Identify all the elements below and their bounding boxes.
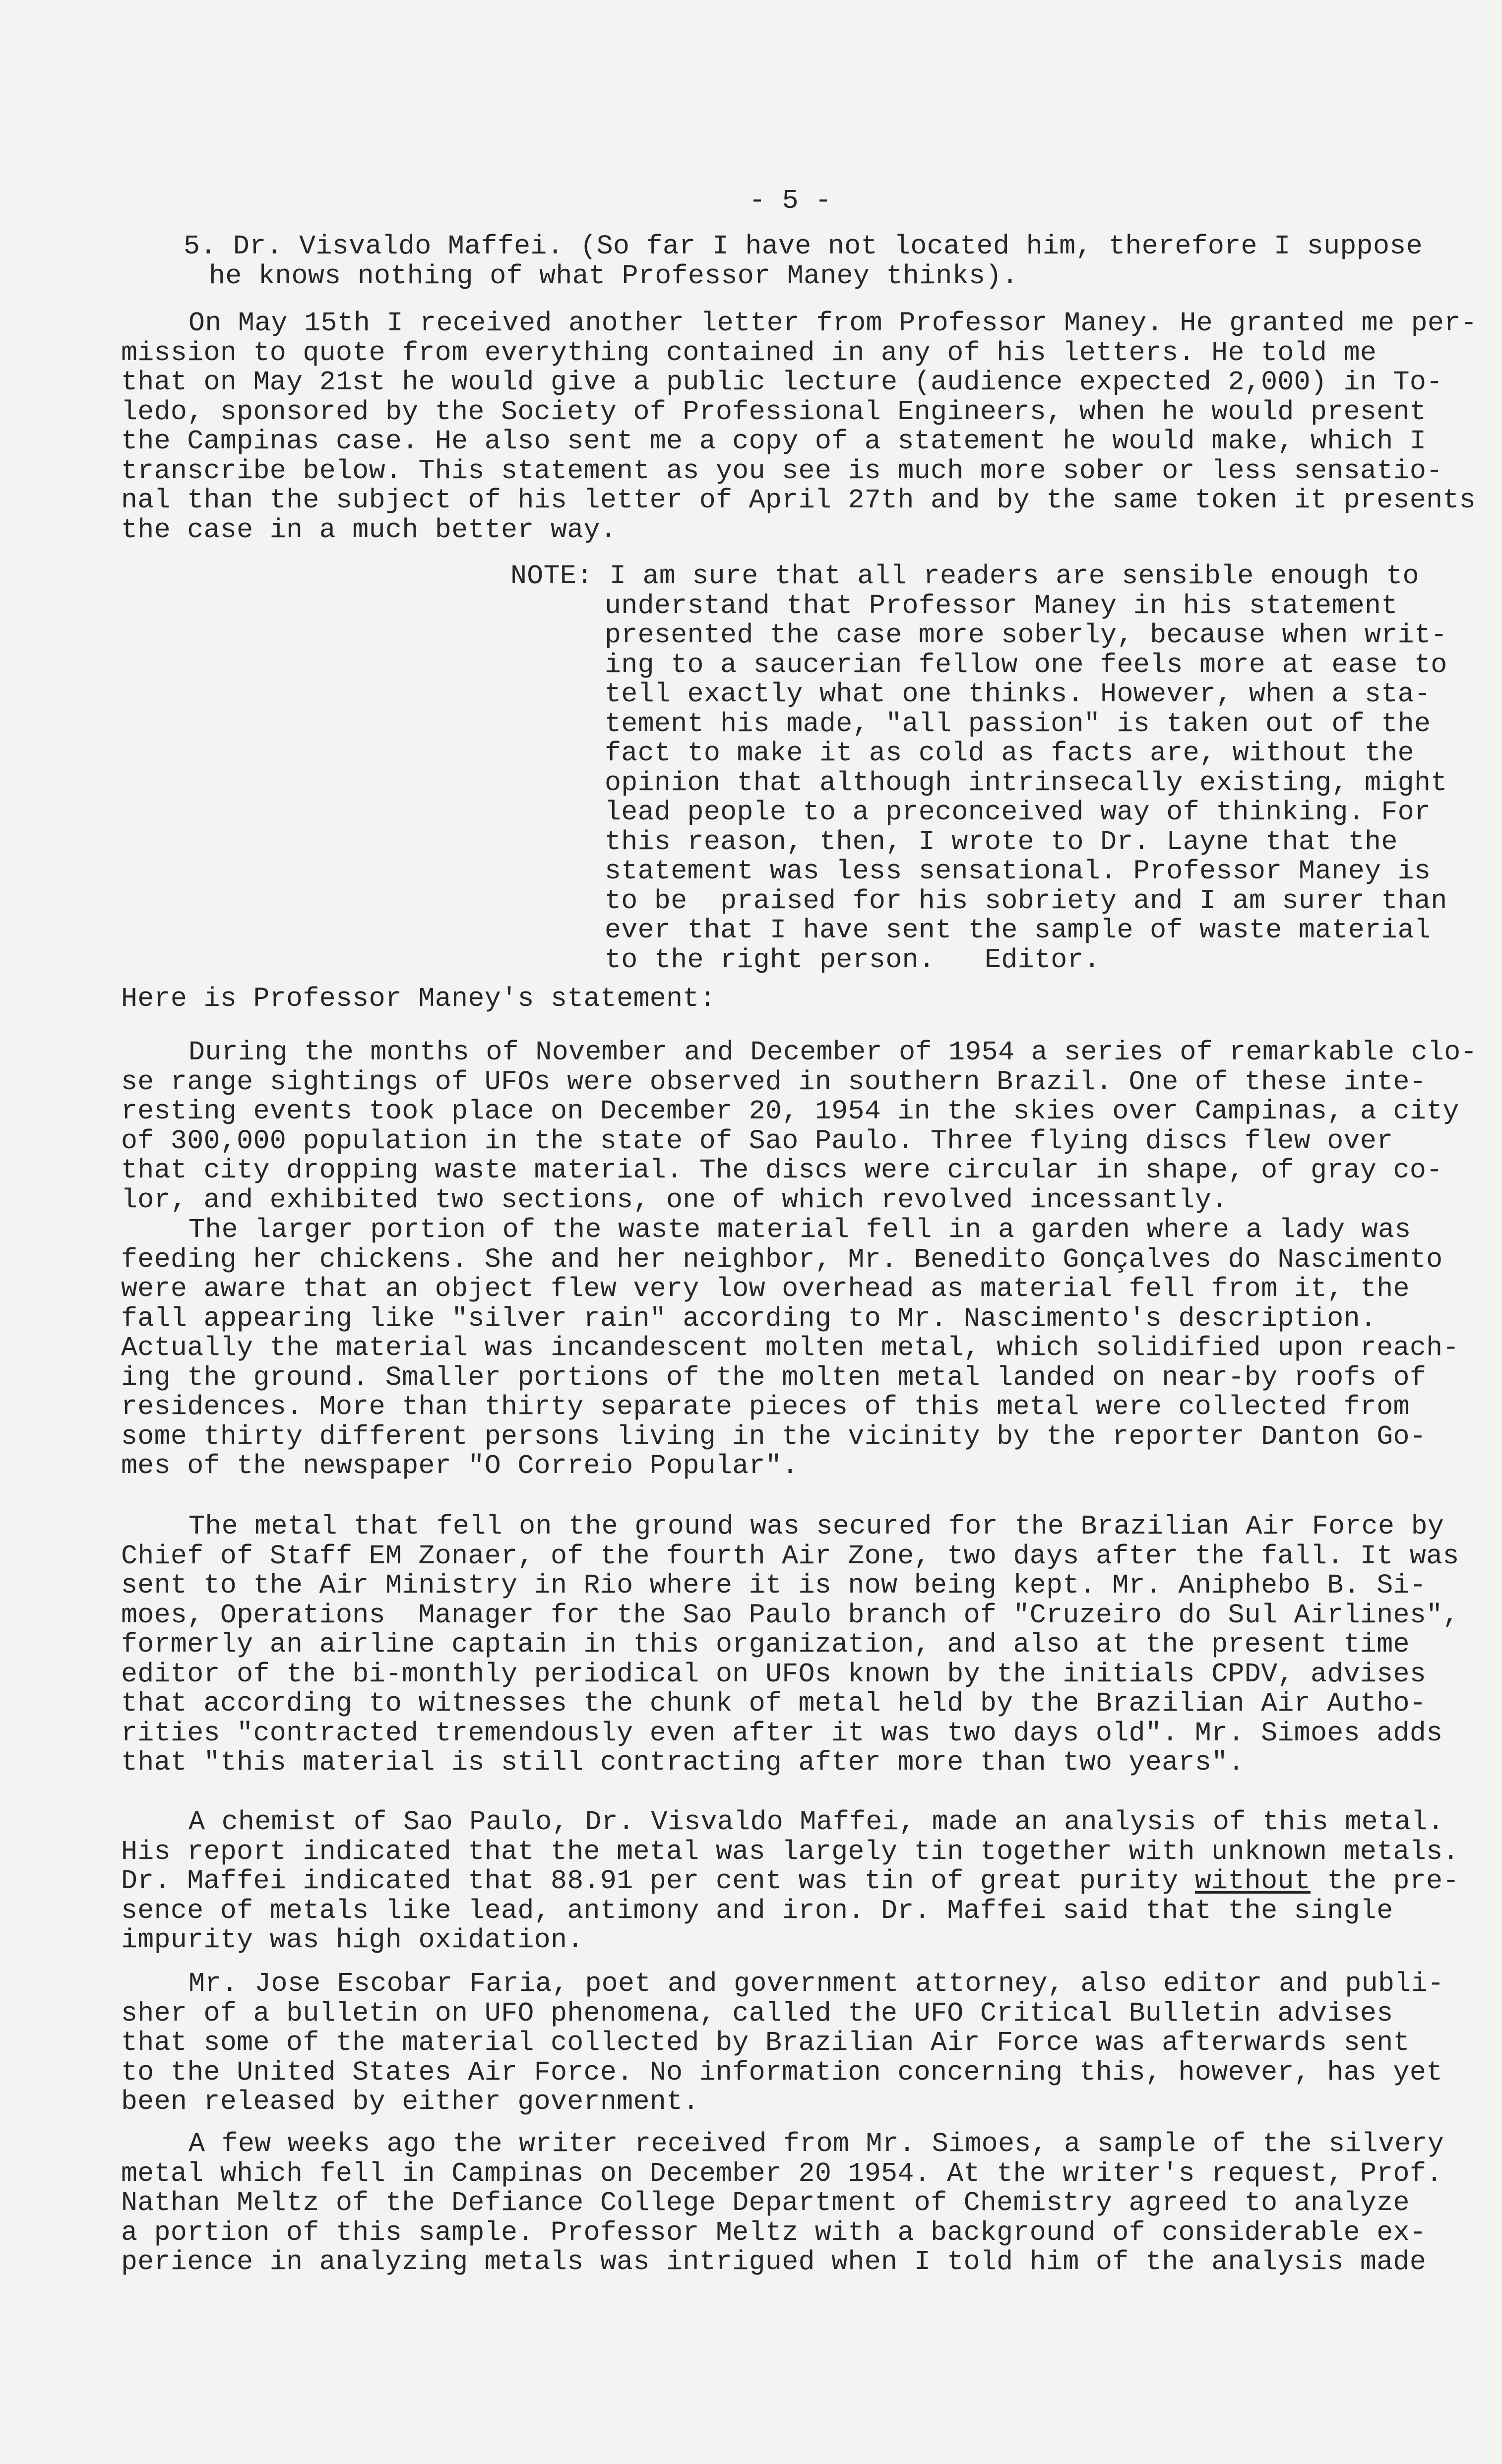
text-line: that city dropping waste material. The discs were circular in shape, of gray co- [121, 1155, 1443, 1186]
text-line: impurity was high oxidation. [121, 1924, 584, 1956]
text-line: understand that Professor Maney in his statement [605, 590, 1398, 621]
text-line: NOTE: I am sure that all readers are sensible enough to [510, 560, 1419, 592]
text-line: A chemist of Sao Paulo, Dr. Visvaldo Maffei, made an analysis of this metal. [188, 1806, 1444, 1838]
paragraph-sightings [121, 1038, 1477, 1215]
text-line: The metal that fell on the ground was secured for the Brazilian Air Force by [188, 1511, 1444, 1542]
text-line: the case in a much better way. [121, 514, 617, 546]
text-line: During the months of November and December of 1954 a series of remarkable clo- [188, 1037, 1477, 1068]
paragraph-maney-letter [121, 308, 1477, 545]
text-line: residences. More than thirty separate pieces of this metal were collected from [121, 1391, 1410, 1422]
text-line: been released by either government. [121, 2086, 699, 2117]
text-line: sence of metals like lead, antimony and iron. Dr. Maffei said that the single [121, 1895, 1393, 1926]
text-line: editor of the bi-monthly periodical on UFOs known by the initials CPDV, advises [121, 1658, 1427, 1690]
text-line: The larger portion of the waste material fell in a garden where a lady was [188, 1214, 1411, 1245]
underlined-word: without [1194, 1865, 1311, 1897]
text-line: transcribe below. This statement as you see is much more sober or less sensatio- [121, 455, 1443, 487]
text-line: Nathan Meltz of the Defiance College Department of Chemistry agreed to analyze [121, 2187, 1410, 2218]
editor-note [510, 561, 1447, 975]
text-line: opinion that although intrinsecally existing, might [605, 767, 1447, 799]
item-5-maffei [184, 232, 1423, 291]
text-line: nal than the subject of his letter of April 27th and by the same token it presents [121, 485, 1476, 516]
page-number: - 5 - [749, 185, 832, 216]
text-line: lead people to a preconceived way of thinking. For [605, 797, 1431, 828]
paragraph-air-force [121, 1512, 1459, 1778]
text-line: se range sightings of UFOs were observed in southern Brazil. One of these inte- [121, 1066, 1427, 1098]
text-line: ing to a saucerian fellow one feels more at ease to [605, 649, 1447, 680]
text-line: ledo, sponsored by the Society of Professional Engineers, when he would present [121, 396, 1427, 428]
text-line: resting events took place on December 20, 1954 in the skies over Campinas, a city [121, 1096, 1459, 1127]
text-line: formerly an airline captain in this organization, and also at the present time [121, 1629, 1410, 1660]
text-line: to the right person. Editor. [605, 944, 1101, 976]
text-line: he knows nothing of what Professor Maney thinks). [209, 260, 1018, 292]
text-line: this reason, then, I wrote to Dr. Layne that the [605, 826, 1398, 858]
paragraph-chemist-analysis [121, 1807, 1459, 1955]
text-line: that on May 21st he would give a public lecture (audience expected 2,000) in To- [121, 367, 1443, 398]
text-line: On May 15th I received another letter from Professor Maney. He granted me per- [188, 308, 1477, 339]
text-line: were aware that an object flew very low overhead as material fell from it, the [121, 1273, 1410, 1304]
text-line: to the United States Air Force. No information concerning this, however, has yet [121, 2056, 1443, 2088]
text-line: feeding her chickens. She and her neighbor, Mr. Benedito Gonçalves do Nascimento [121, 1243, 1443, 1275]
paragraph-faria [121, 1969, 1444, 2117]
text-line: Actually the material was incandescent molten metal, which solidified upon reach- [121, 1332, 1459, 1363]
text-line: moes, Operations Manager for the Sao Paulo branch of "Cruzeiro do Sul Airlines", [121, 1599, 1459, 1631]
text-line: fact to make it as cold as facts are, without the [605, 738, 1414, 769]
text-line: mes of the newspaper "O Correio Popular". [121, 1450, 799, 1481]
text-line: fall appearing like "silver rain" according to Mr. Nascimento's description. [121, 1302, 1377, 1334]
text-line: sent to the Air Ministry in Rio where it is now being kept. Mr. Aniphebo B. Si- [121, 1570, 1427, 1601]
text-line: that according to witnesses the chunk of metal held by the Brazilian Air Autho- [121, 1688, 1427, 1719]
paragraph-waste-material [121, 1215, 1459, 1481]
text-line: the Campinas case. He also sent me a copy of a statement he would make, which I [121, 426, 1427, 457]
text-line: a portion of this sample. Professor Meltz with a background of considerable ex- [121, 2217, 1427, 2248]
text-line: of 300,000 population in the state of Sao Paulo. Three flying discs flew over [121, 1125, 1393, 1157]
text-line: ing the ground. Smaller portions of the molten metal landed on near-by roofs of [121, 1361, 1427, 1393]
text-line: that "this material is still contracting after more than two years". [121, 1747, 1245, 1778]
text-line: sher of a bulletin on UFO phenomena, called the UFO Critical Bulletin advises [121, 1997, 1393, 2029]
text-line: tell exactly what one thinks. However, when a sta- [605, 678, 1431, 710]
text-line: Dr. Maffei indicated that 88.91 per cent was tin of great purity without the pre- [121, 1865, 1459, 1897]
text-line: that some of the material collected by Brazilian Air Force was afterwards sent [121, 2027, 1410, 2058]
text-line: Chief of Staff EM Zonaer, of the fourth Air Zone, two days after the fall. It was [121, 1540, 1459, 1572]
text-line: A few weeks ago the writer received from Mr. Simoes, a sample of the silvery [188, 2128, 1444, 2159]
text-line: mission to quote from everything contained in any of his letters. He told me [121, 337, 1377, 369]
text-line: lor, and exhibited two sections, one of which revolved incessantly. [121, 1184, 1228, 1216]
text-line: ever that I have sent the sample of waste material [605, 915, 1431, 946]
text-line: metal which fell in Campinas on December 20 1954. At the writer's request, Prof. [121, 2157, 1443, 2189]
text-line: presented the case more soberly, because when writ- [605, 619, 1447, 651]
text-line: to be praised for his sobriety and I am surer than [605, 885, 1447, 917]
text-line: 5. Dr. Visvaldo Maffei. (So far I have not located him, therefore I suppose [184, 231, 1423, 262]
text-line: rities "contracted tremendously even after it was two days old". Mr. Simoes adds [121, 1717, 1443, 1749]
text-line: Here is Professor Maney's statement: [121, 983, 716, 1014]
text-line: Mr. Jose Escobar Faria, poet and government attorney, also editor and publi- [188, 1968, 1444, 1999]
text-line: some thirty different persons living in the vicinity by the reporter Danton Go- [121, 1420, 1427, 1452]
text-line: His report indicated that the metal was largely tin together with unknown metals. [121, 1836, 1459, 1867]
text-line: perience in analyzing metals was intrigued when I told him of the analysis made [121, 2246, 1427, 2278]
text-line: statement was less sensational. Professor Maney is [605, 856, 1431, 887]
paragraph-meltz [121, 2129, 1444, 2277]
statement-heading [121, 984, 716, 1014]
text-line: tement his made, "all passion" is taken out of the [605, 708, 1431, 739]
